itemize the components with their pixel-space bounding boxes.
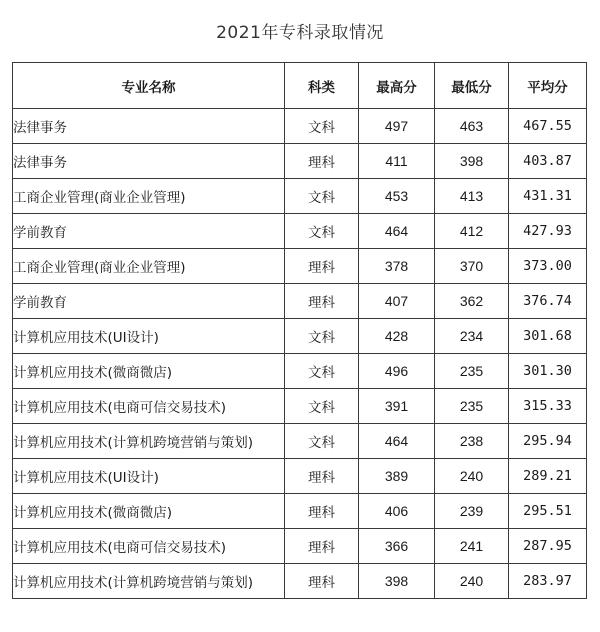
cell-avg-score: 427.93 xyxy=(509,214,587,249)
cell-category: 理科 xyxy=(285,284,359,319)
cell-avg-score: 467.55 xyxy=(509,109,587,144)
cell-avg-score: 295.51 xyxy=(509,494,587,529)
cell-max-score: 378 xyxy=(359,249,435,284)
cell-min-score: 240 xyxy=(435,459,509,494)
cell-major: 法律事务 xyxy=(13,109,285,144)
cell-major: 工商企业管理(商业企业管理) xyxy=(13,249,285,284)
cell-max-score: 407 xyxy=(359,284,435,319)
table-row xyxy=(13,529,587,564)
table-row xyxy=(13,144,587,179)
table-row xyxy=(13,564,587,599)
table-row xyxy=(13,354,587,389)
cell-min-score: 412 xyxy=(435,214,509,249)
cell-major: 计算机应用技术(电商可信交易技术) xyxy=(13,529,285,564)
cell-avg-score: 376.74 xyxy=(509,284,587,319)
page-title: 2021年专科录取情况 xyxy=(216,23,384,43)
cell-category: 文科 xyxy=(285,424,359,459)
table-row xyxy=(13,424,587,459)
cell-max-score: 464 xyxy=(359,214,435,249)
cell-category: 理科 xyxy=(285,529,359,564)
cell-min-score: 235 xyxy=(435,354,509,389)
cell-category: 文科 xyxy=(285,179,359,214)
cell-major: 计算机应用技术(UI设计) xyxy=(13,459,285,494)
cell-avg-score: 289.21 xyxy=(509,459,587,494)
cell-max-score: 411 xyxy=(359,144,435,179)
cell-max-score: 496 xyxy=(359,354,435,389)
header-avg-score: 平均分 xyxy=(509,63,587,109)
table-row xyxy=(13,319,587,354)
cell-max-score: 453 xyxy=(359,179,435,214)
cell-max-score: 464 xyxy=(359,424,435,459)
cell-category: 理科 xyxy=(285,564,359,599)
cell-avg-score: 295.94 xyxy=(509,424,587,459)
cell-category: 文科 xyxy=(285,109,359,144)
cell-major: 学前教育 xyxy=(13,284,285,319)
table-header-row xyxy=(13,63,587,109)
table-row xyxy=(13,249,587,284)
cell-major: 计算机应用技术(电商可信交易技术) xyxy=(13,389,285,424)
table-row xyxy=(13,494,587,529)
cell-max-score: 391 xyxy=(359,389,435,424)
cell-max-score: 398 xyxy=(359,564,435,599)
cell-min-score: 398 xyxy=(435,144,509,179)
cell-avg-score: 373.00 xyxy=(509,249,587,284)
cell-min-score: 234 xyxy=(435,319,509,354)
cell-category: 文科 xyxy=(285,389,359,424)
cell-major: 计算机应用技术(计算机跨境营销与策划) xyxy=(13,564,285,599)
cell-major: 计算机应用技术(微商微店) xyxy=(13,494,285,529)
cell-avg-score: 301.30 xyxy=(509,354,587,389)
cell-max-score: 497 xyxy=(359,109,435,144)
table-body xyxy=(13,109,587,599)
cell-min-score: 413 xyxy=(435,179,509,214)
cell-min-score: 238 xyxy=(435,424,509,459)
cell-max-score: 389 xyxy=(359,459,435,494)
cell-major: 计算机应用技术(UI设计) xyxy=(13,319,285,354)
cell-avg-score: 431.31 xyxy=(509,179,587,214)
cell-major: 法律事务 xyxy=(13,144,285,179)
cell-avg-score: 315.33 xyxy=(509,389,587,424)
cell-min-score: 239 xyxy=(435,494,509,529)
cell-max-score: 406 xyxy=(359,494,435,529)
cell-min-score: 241 xyxy=(435,529,509,564)
header-category: 科类 xyxy=(285,63,359,109)
cell-category: 理科 xyxy=(285,249,359,284)
table-row xyxy=(13,389,587,424)
cell-category: 文科 xyxy=(285,354,359,389)
admission-score-table xyxy=(12,62,587,599)
cell-max-score: 366 xyxy=(359,529,435,564)
header-min-score: 最低分 xyxy=(435,63,509,109)
table-row xyxy=(13,459,587,494)
cell-avg-score: 403.87 xyxy=(509,144,587,179)
cell-avg-score: 287.95 xyxy=(509,529,587,564)
cell-min-score: 362 xyxy=(435,284,509,319)
cell-category: 理科 xyxy=(285,494,359,529)
cell-major: 计算机应用技术(微商微店) xyxy=(13,354,285,389)
cell-min-score: 235 xyxy=(435,389,509,424)
cell-avg-score: 283.97 xyxy=(509,564,587,599)
cell-major: 计算机应用技术(计算机跨境营销与策划) xyxy=(13,424,285,459)
cell-category: 理科 xyxy=(285,459,359,494)
cell-min-score: 370 xyxy=(435,249,509,284)
table-row xyxy=(13,214,587,249)
table-row xyxy=(13,109,587,144)
cell-category: 理科 xyxy=(285,144,359,179)
cell-max-score: 428 xyxy=(359,319,435,354)
header-max-score: 最高分 xyxy=(359,63,435,109)
cell-min-score: 240 xyxy=(435,564,509,599)
cell-major: 工商企业管理(商业企业管理) xyxy=(13,179,285,214)
cell-major: 学前教育 xyxy=(13,214,285,249)
cell-category: 文科 xyxy=(285,319,359,354)
cell-min-score: 463 xyxy=(435,109,509,144)
table-row xyxy=(13,179,587,214)
table-row xyxy=(13,284,587,319)
header-major: 专业名称 xyxy=(13,63,285,109)
cell-avg-score: 301.68 xyxy=(509,319,587,354)
cell-category: 文科 xyxy=(285,214,359,249)
